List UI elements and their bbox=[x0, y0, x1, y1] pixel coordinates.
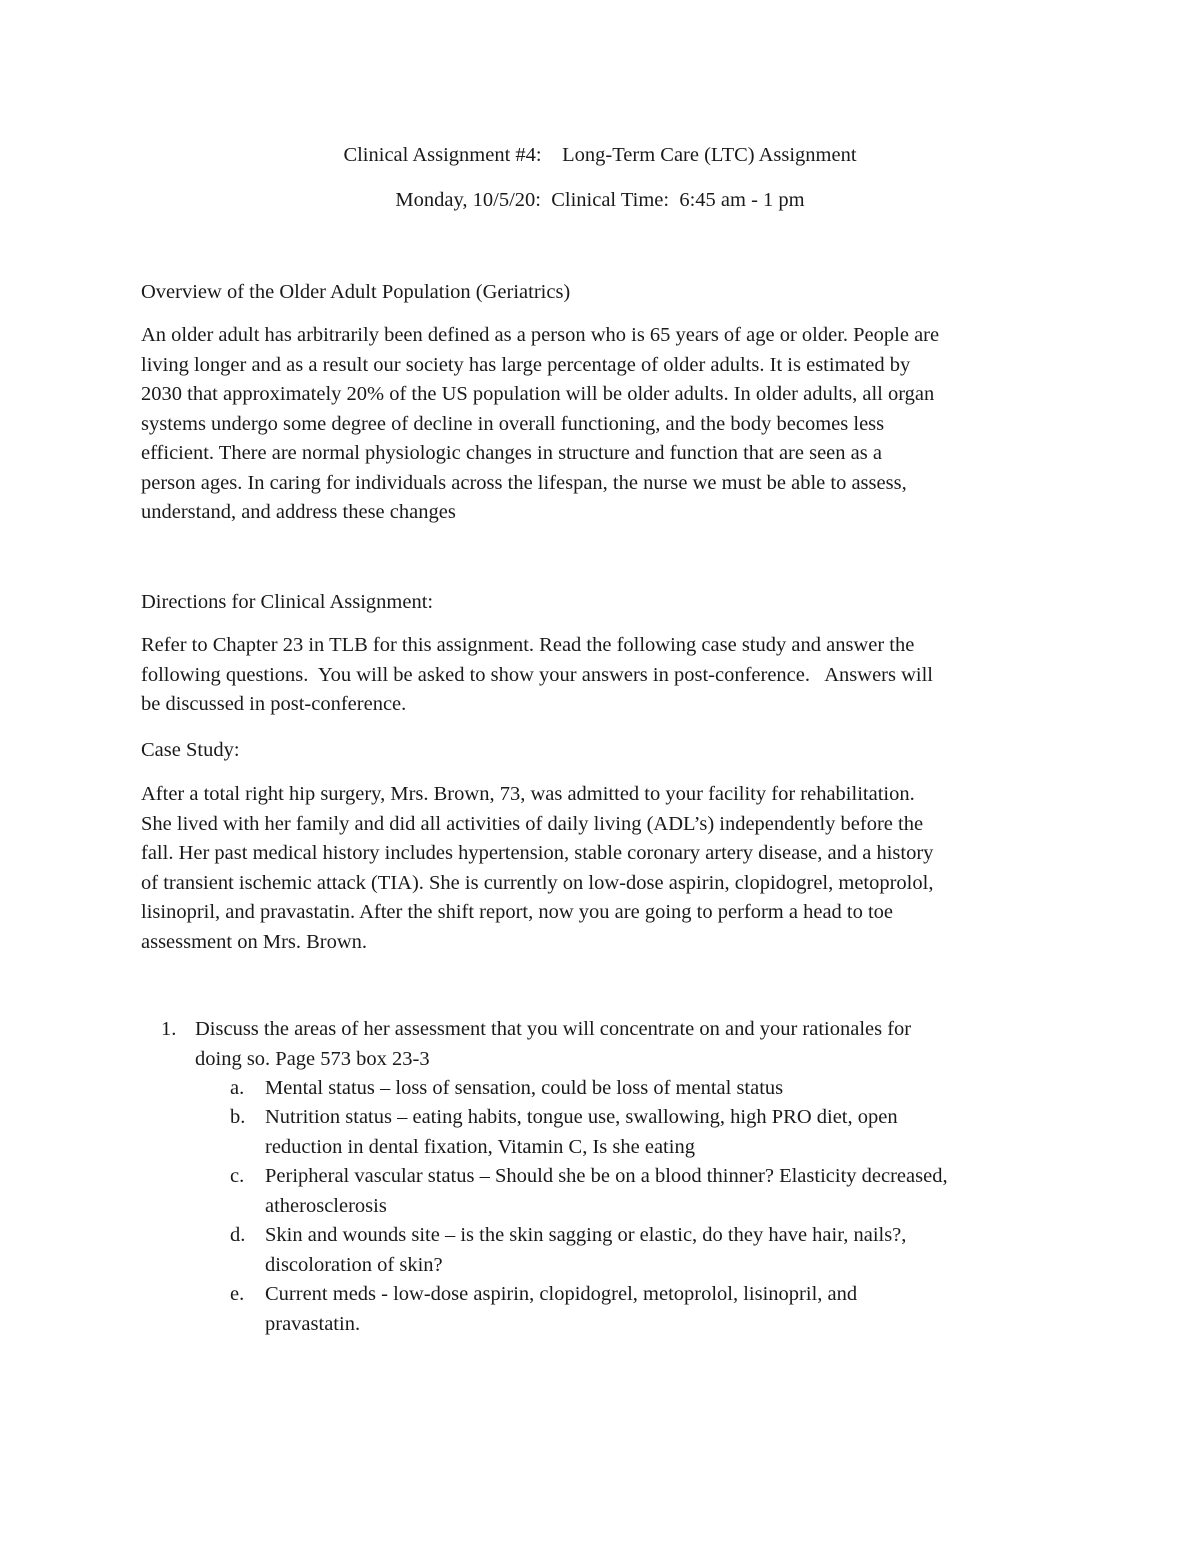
paragraph-line: fall. Her past medical history includes hypertension, stable coronary artery disease, and a history bbox=[141, 842, 934, 864]
answer-letter: e. bbox=[230, 1283, 245, 1305]
paragraph-line: 2030 that approximately 20% of the US population will be older adults. In older adults, all organ bbox=[141, 383, 935, 405]
question-line: Discuss the areas of her assessment that you will concentrate on and your rationales for bbox=[195, 1018, 912, 1040]
paragraph-line: assessment on Mrs. Brown. bbox=[141, 930, 368, 953]
answer-letter: d. bbox=[230, 1224, 246, 1246]
answer-text: Nutrition status – eating habits, tongue use, swallowing, high PRO diet, open reduction in dental fixation, Vitamin C, Is she eating bbox=[265, 1106, 898, 1158]
paragraph-line: living longer and as a result our society has large percentage of older adults. It is estimated by bbox=[141, 353, 911, 376]
paragraph-line: person ages. In caring for individuals across the lifespan, the nurse we must be able to assess, bbox=[141, 471, 907, 494]
overview-paragraph bbox=[141, 321, 1066, 528]
directions-paragraph bbox=[141, 631, 1066, 720]
answer-letter: c. bbox=[230, 1165, 245, 1187]
paragraph-line: After a total right hip surgery, Mrs. Brown, 73, was admitted to your facility for rehabilitation. bbox=[141, 783, 915, 805]
answer-letter: a. bbox=[230, 1077, 245, 1099]
question-text bbox=[195, 1015, 1055, 1074]
answer-text: Peripheral vascular status – Should she be on a blood thinner? Elasticity decreased, atherosclerosis bbox=[265, 1165, 948, 1217]
paragraph-line: be discussed in post-conference. bbox=[141, 693, 407, 715]
paragraph-line: of transient ischemic attack (TIA). She is currently on low-dose aspirin, clopidogrel, metoprolol, bbox=[141, 871, 934, 894]
question-line: doing so. Page 573 box 23-3 bbox=[195, 1047, 430, 1070]
paragraph-line: lisinopril, and pravastatin. After the shift report, now you are going to perform a head to toe bbox=[141, 901, 894, 923]
paragraph-line: She lived with her family and did all activities of daily living (ADL’s) independently before the bbox=[141, 812, 924, 835]
answer-text: Mental status – loss of sensation, could be loss of mental status bbox=[265, 1077, 784, 1099]
overview-heading: Overview of the Older Adult Population (Geriatrics) bbox=[141, 281, 571, 303]
case-study-heading: Case Study: bbox=[141, 739, 240, 761]
clinical-schedule: Monday, 10/5/20: Clinical Time: 6:45 am - 1 pm bbox=[395, 189, 805, 211]
answer-letter: b. bbox=[230, 1106, 246, 1128]
question-number: 1. bbox=[161, 1018, 177, 1040]
paragraph-line: Refer to Chapter 23 in TLB for this assignment. Read the following case study and answer the bbox=[141, 634, 915, 656]
paragraph-line: An older adult has arbitrarily been defined as a person who is 65 years of age or older. People are bbox=[141, 324, 940, 346]
paragraph-line: efficient. There are normal physiologic changes in structure and function that are seen as a bbox=[141, 442, 882, 464]
document-title: Clinical Assignment #4: Long-Term Care (LTC) Assignment bbox=[343, 144, 857, 166]
paragraph-line: systems undergo some degree of decline in overall functioning, and the body becomes less bbox=[141, 412, 885, 435]
paragraph-line: understand, and address these changes bbox=[141, 501, 456, 523]
directions-heading: Directions for Clinical Assignment: bbox=[141, 591, 434, 613]
paragraph-line: following questions. You will be asked to show your answers in post-conference. Answers will bbox=[141, 663, 934, 686]
answer-text: Skin and wounds site – is the skin sagging or elastic, do they have hair, nails?, discoloration of skin? bbox=[265, 1224, 907, 1276]
answer-text: Current meds - low-dose aspirin, clopidogrel, metoprolol, lisinopril, and pravastatin. bbox=[265, 1283, 858, 1335]
case-study-paragraph bbox=[141, 780, 1066, 957]
